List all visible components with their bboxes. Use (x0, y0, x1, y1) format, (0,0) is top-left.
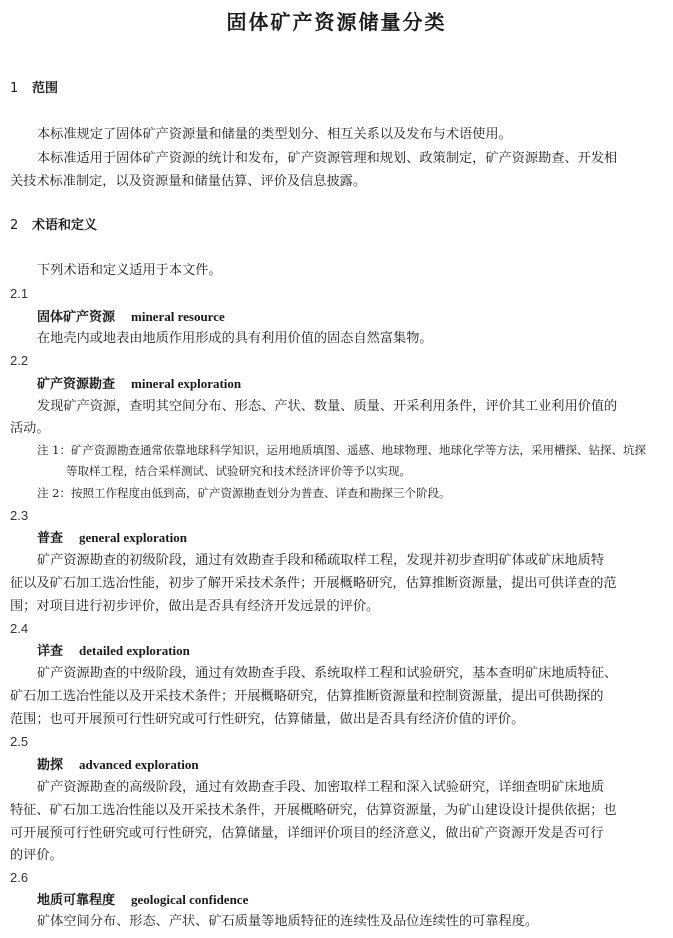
definition: 发现矿产资源，查明其空间分布、形态、产状、数量、质量、开采利用条件，评价其工业利用价值的 (37, 399, 618, 414)
clause-number: 2.5 (10, 734, 29, 749)
term-english: geological confidence (131, 892, 249, 907)
clause-number: 2.4 (10, 621, 29, 636)
section-number: 2 (10, 218, 19, 233)
section-title: 范围 (32, 81, 59, 96)
definition-continuation: 可开展预可行性研究或可行性研究，估算储量，详细评价项目的经济意义，做出矿产资源开发是否可行 (10, 826, 604, 841)
term-english: detailed exploration (79, 643, 190, 658)
definition-continuation: 范围；也可开展预可行性研究或可行性研究，估算储量，做出是否具有经济价值的评价。 (10, 712, 525, 727)
definition: 矿产资源勘查的高级阶段，通过有效勘查手段、加密取样工程和深入试验研究，详细查明矿床地质 (37, 780, 605, 795)
definition-continuation: 的评价。 (10, 848, 63, 863)
term-heading (37, 375, 241, 394)
paragraph: 下列术语和定义适用于本文件。 (37, 263, 222, 278)
clause-number: 2.3 (10, 508, 29, 523)
term-english: mineral resource (131, 309, 225, 324)
clause-number: 2.2 (10, 353, 29, 368)
definition: 在地壳内或地表由地质作用形成的具有利用价值的固态自然富集物。 (37, 331, 433, 346)
definition: 矿体空间分布、形态、产状、矿石质量等地质特征的连续性及品位连续性的可靠程度。 (37, 914, 539, 929)
clause-number: 2.6 (10, 870, 29, 885)
term-heading (37, 891, 248, 910)
definition-continuation: 矿石加工选冶性能以及开采技术条件；开展概略研究，估算推断资源量和控制资源量，提出可供勘探的 (10, 689, 604, 704)
paragraph: 本标准规定了固体矿产资源量和储量的类型划分、相互关系以及发布与术语使用。 (37, 127, 512, 142)
term-chinese: 勘探 (37, 758, 64, 773)
section-heading-scope (10, 80, 58, 98)
term-chinese: 普查 (37, 531, 64, 546)
section-heading-terms (10, 217, 97, 235)
term-heading (37, 756, 199, 775)
section-title: 术语和定义 (32, 218, 98, 233)
paragraph-continuation: 关技术标准制定，以及资源量和储量估算、评价及信息披露。 (10, 174, 367, 189)
term-heading (37, 308, 225, 327)
definition-continuation: 围；对项目进行初步评价，做出是否具有经济开发远景的评价。 (10, 599, 380, 614)
definition-continuation: 活动。 (10, 421, 50, 436)
definition: 矿产资源勘查的中级阶段，通过有效勘查手段、系统取样工程和试验研究，基本查明矿床地质特征、 (37, 666, 618, 681)
note-continuation: 等取样工程，结合采样测试、试验研究和技术经济评价等予以实现。 (66, 464, 411, 478)
definition: 矿产资源勘查的初级阶段，通过有效勘查手段和稀疏取样工程，发现并初步查明矿体或矿床地质特 (37, 553, 605, 568)
note: 注 2：按照工作程度由低到高，矿产资源勘查划分为普查、详查和勘探三个阶段。 (37, 486, 451, 500)
definition-continuation: 征以及矿石加工选冶性能，初步了解开采技术条件；开展概略研究，估算推断资源量，提出可供详查的范 (10, 576, 617, 591)
term-english: advanced exploration (79, 757, 199, 772)
term-chinese: 固体矿产资源 (37, 310, 116, 325)
term-chinese: 详查 (37, 644, 64, 659)
term-english: general exploration (79, 530, 187, 545)
term-heading (37, 642, 190, 661)
term-chinese: 地质可靠程度 (37, 893, 116, 908)
section-number: 1 (10, 81, 19, 96)
document-title: 固体矿产资源储量分类 (226, 10, 447, 34)
note: 注 1：矿产资源勘查通常依靠地球科学知识，运用地质填图、遥感、地球物理、地球化学等方法，采用槽探、钻探、坑探 (37, 443, 646, 457)
term-chinese: 矿产资源勘查 (37, 377, 116, 392)
clause-number: 2.1 (10, 286, 29, 301)
paragraph: 本标准适用于固体矿产资源的统计和发布，矿产资源管理和规划、政策制定，矿产资源勘查、开发相 (37, 151, 618, 166)
term-english: mineral exploration (131, 376, 242, 391)
term-heading (37, 529, 187, 548)
definition-continuation: 特征、矿石加工选冶性能以及开采技术条件，开展概略研究，估算资源量，为矿山建设设计提供依据；也 (10, 803, 617, 818)
